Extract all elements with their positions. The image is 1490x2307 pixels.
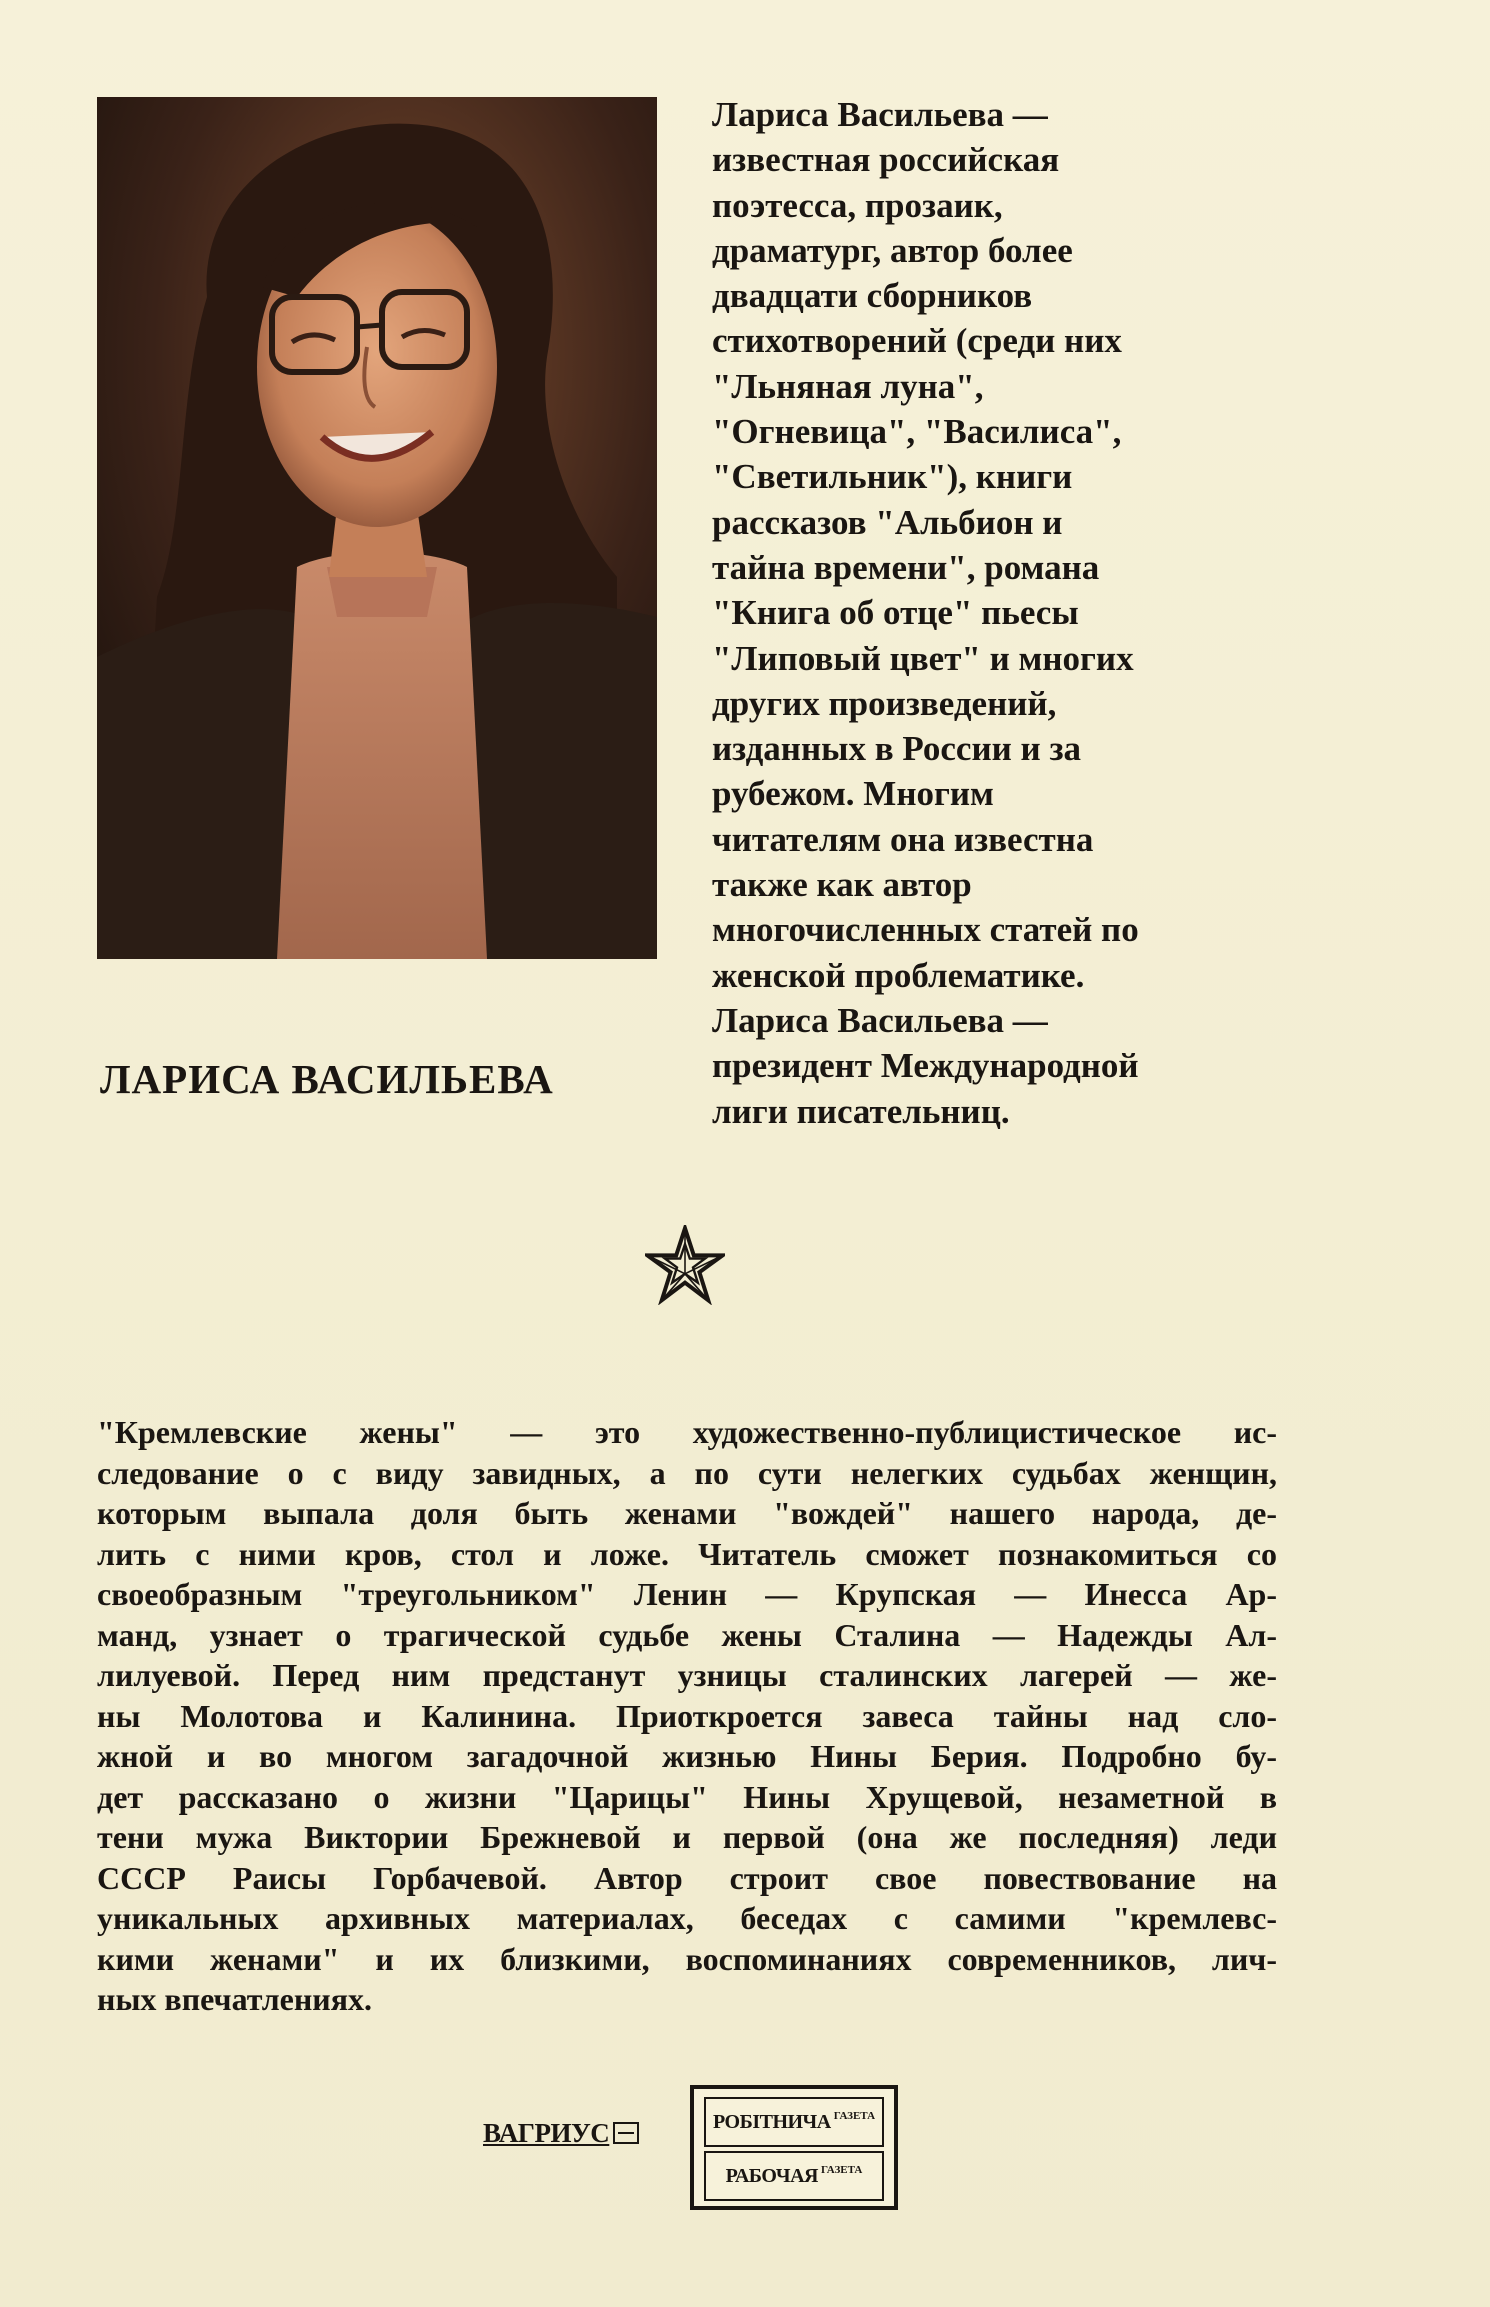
- bio-line: двадцати сборников: [712, 276, 1033, 316]
- bio-line: известная российская: [712, 140, 1060, 180]
- newspaper-line1-small: ГАЗЕТА: [833, 2110, 876, 2122]
- description-line: ных впечатлениях.: [97, 1981, 373, 2017]
- description-line: лить с ними кров, стол и ложе. Читатель сможет познакомиться со: [97, 1535, 1277, 1572]
- newspaper-logo-line1: [704, 2097, 884, 2147]
- description-line: жной и во многом загадочной жизнью Нины Берия. Подробно бу-: [97, 1738, 1277, 1774]
- bio-line: многочисленных статей по: [712, 910, 1139, 950]
- description-line: дет рассказано о жизни "Царицы" Нины Хрущевой, незаметной в: [97, 1778, 1277, 1815]
- bio-line: "Липовый цвет" и многих: [712, 638, 1134, 678]
- bio-line: драматург, автор более: [712, 230, 1073, 270]
- newspaper-line2-small: ГАЗЕТА: [820, 2164, 863, 2176]
- bio-line: стихотворений (среди них: [712, 321, 1122, 361]
- bio-line: президент Международной: [712, 1046, 1139, 1086]
- newspaper-line1-main: РОБІТНИЧА: [712, 2110, 831, 2133]
- bio-line: поэтесса, прозаик,: [712, 185, 1003, 225]
- bio-line: "Книга об отце" пьесы: [712, 593, 1079, 633]
- bio-line: читателям она известна: [712, 819, 1094, 859]
- description-line: тени мужа Виктории Брежневой и первой (она же последняя) леди: [97, 1819, 1277, 1855]
- description-line: ны Молотова и Калинина. Приоткроется завеса тайны над сло-: [97, 1697, 1277, 1734]
- newspaper-logo: [690, 2085, 898, 2210]
- book-description: [97, 1412, 1277, 2020]
- bio-line: Лариса Васильева —: [712, 1000, 1048, 1040]
- bio-line: "Светильник"), книги: [712, 457, 1073, 497]
- description-line: лилуевой. Перед ним предстанут узницы сталинских лагерей — же-: [97, 1657, 1277, 1693]
- bio-line: "Огневица", "Василиса",: [712, 412, 1122, 452]
- description-line: "Кремлевские жены" — это художественно-публицистическое ис-: [97, 1414, 1277, 1450]
- bio-line: также как автор: [712, 865, 972, 905]
- author-name-caption: ЛАРИСА ВАСИЛЬЕВА: [100, 1056, 554, 1102]
- description-line: кими женами" и их близкими, воспоминаниях современников, лич-: [97, 1940, 1277, 1977]
- description-line: которым выпала доля быть женами "вождей" нашего народа, де-: [97, 1495, 1277, 1531]
- bio-line: рассказов "Альбион и: [712, 502, 1063, 542]
- bio-line: Лариса Васильева —: [712, 95, 1048, 134]
- bio-line: рубежом. Многим: [712, 774, 994, 814]
- bio-line: изданных в России и за: [712, 729, 1082, 769]
- bio-line: лиги писательниц.: [712, 1091, 1010, 1131]
- bio-line: "Льняная луна",: [712, 366, 984, 406]
- description-line: уникальных архивных материалах, беседах с самими "кремлевс-: [97, 1900, 1277, 1936]
- bio-line: других произведений,: [712, 683, 1057, 723]
- description-line: своеобразным "треугольником" Ленин — Крупская — Инесса Ар-: [97, 1576, 1277, 1612]
- bio-line: женской проблематике.: [712, 955, 1085, 995]
- description-line: СССР Раисы Горбачевой. Автор строит свое повествование на: [97, 1859, 1277, 1896]
- description-line: следование о с виду завидных, а по сути нелегких судьбах женщин,: [97, 1454, 1277, 1491]
- newspaper-line2-main: РАБОЧАЯ: [725, 2164, 818, 2187]
- publisher-emblem-icon: [613, 2122, 639, 2144]
- publisher-name: ВАГРИУС: [483, 2117, 610, 2148]
- publisher-logo: [483, 2114, 639, 2152]
- description-line: манд, узнает о трагической судьбе жены Сталина — Надежды Ал-: [97, 1616, 1277, 1653]
- author-bio: [712, 92, 1272, 1134]
- author-portrait: [97, 97, 657, 959]
- newspaper-logo-line2: [704, 2151, 884, 2201]
- bio-line: тайна времени", романа: [712, 547, 1100, 587]
- star-icon: [645, 1225, 725, 1305]
